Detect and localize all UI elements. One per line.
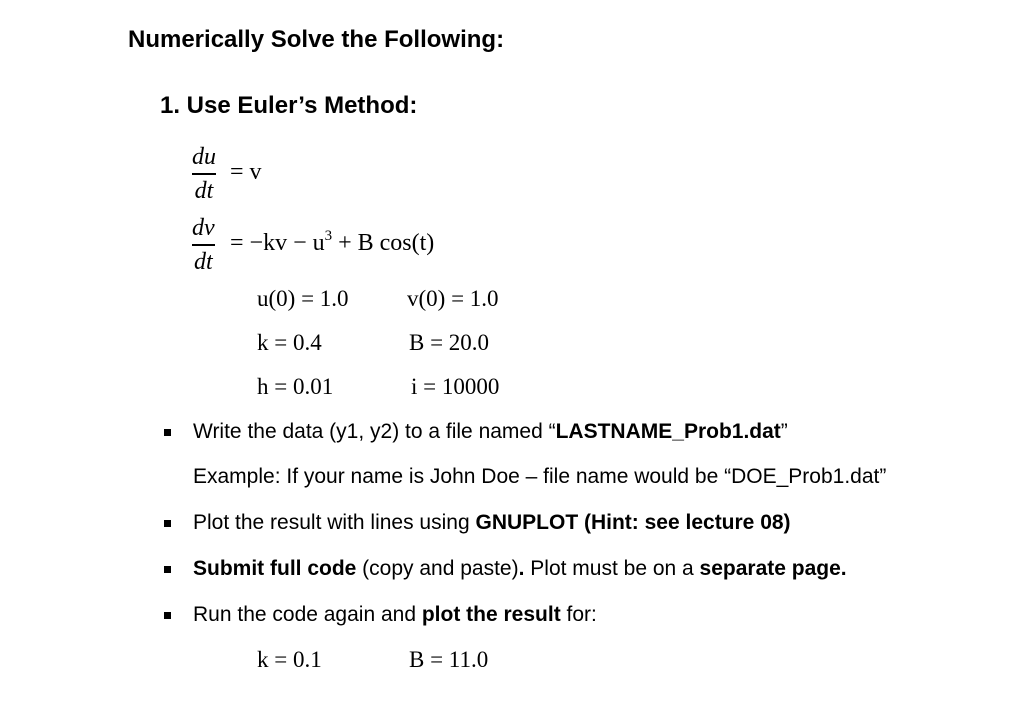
fraction-bar (192, 173, 216, 175)
bullet-3-bold-2: separate page. (699, 557, 847, 580)
param-u0: u(0) = 1.0 (257, 286, 349, 311)
bullet-1-filename: LASTNAME_Prob1.dat (555, 420, 781, 443)
bullet-3-text-2: Plot must be on a (530, 557, 700, 580)
bullet-write-data (193, 420, 788, 444)
bullet-3-text-1: (copy and paste) (356, 557, 519, 580)
equation-2-rhs-main: = −kv − u (230, 230, 325, 256)
param2-k: k = 0.1 (257, 647, 322, 672)
param-v0: v(0) = 1.0 (407, 286, 499, 311)
param-i: i = 10000 (411, 374, 500, 399)
equation-1-fraction (192, 143, 216, 205)
equation-1-numerator: du (192, 144, 216, 170)
equation-2-exponent: 3 (324, 228, 333, 244)
section-heading: 1. Use Euler’s Method: (160, 92, 418, 119)
bullet-marker (164, 612, 171, 619)
param-B: B = 20.0 (409, 330, 490, 355)
page-title: Numerically Solve the Following: (128, 26, 505, 53)
bullet-4-text: Run the code again and (193, 603, 422, 626)
bullet-4-bold: plot the result (421, 603, 561, 626)
bullet-submit (193, 557, 847, 581)
bullet-2-bold: GNUPLOT (Hint: see lecture 08) (475, 511, 791, 534)
equation-2-denominator: dt (193, 248, 213, 275)
bullet-run-again (193, 603, 597, 627)
equation-2-fraction (192, 214, 215, 276)
param-h: h = 0.01 (257, 374, 334, 399)
equation-2-rhs-tail: + B cos(t) (332, 230, 435, 256)
param-k: k = 0.4 (257, 330, 322, 355)
bullet-2-text: Plot the result with lines using (193, 511, 476, 534)
bullet-1-text: Write the data (y1, y2) to a file named “ (193, 420, 556, 443)
equation-2-numerator: dv (192, 215, 215, 241)
param2-B: B = 11.0 (409, 647, 489, 672)
bullet-plot (193, 511, 791, 535)
bullet-1-quote: ” (780, 420, 788, 443)
equation-2-rhs (230, 230, 434, 257)
bullet-marker (164, 520, 171, 527)
equation-1-rhs: = v (230, 159, 262, 185)
bullet-marker (164, 429, 171, 436)
equation-1-denominator: dt (194, 177, 214, 204)
example-text: Example: If your name is John Doe – file name would be “DOE_Prob1.dat” (193, 465, 887, 488)
bullet-4-tail: for: (560, 603, 597, 626)
fraction-bar (192, 244, 215, 246)
bullet-3-bold-1: Submit full code (193, 557, 357, 580)
bullet-marker (164, 566, 171, 573)
bullet-3-period: . (518, 557, 531, 580)
